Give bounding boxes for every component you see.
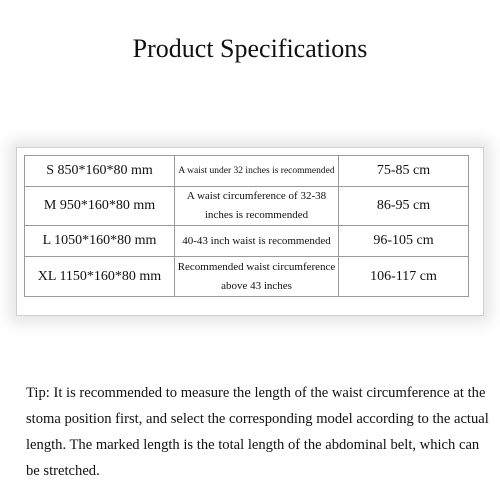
waist-range-cell: 75-85 cm: [339, 156, 469, 187]
spec-table-container: [16, 147, 484, 316]
table-row: [25, 156, 469, 187]
table-row: [25, 226, 469, 257]
waist-range-cell: 96-105 cm: [339, 226, 469, 257]
model-cell: S 850*160*80 mm: [25, 156, 175, 187]
waist-range-cell: 106-117 cm: [339, 257, 469, 297]
model-cell: L 1050*160*80 mm: [25, 226, 175, 257]
waist-range-cell: 86-95 cm: [339, 187, 469, 226]
page-title: Product Specifications: [132, 34, 368, 63]
spec-table: [24, 155, 469, 297]
model-cell: XL 1150*160*80 mm: [25, 257, 175, 297]
recommendation-cell: Recommended waist circumference above 43 inches: [175, 257, 339, 297]
model-cell: M 950*160*80 mm: [25, 187, 175, 226]
recommendation-cell: 40-43 inch waist is recommended: [175, 226, 339, 257]
tip-paragraph: Tip: It is recommended to measure the length of the waist circumference at the stoma position first, and select the corresponding model according to the actual length. The marked length is the total length of the abdominal belt, which can be stretched.: [26, 385, 489, 479]
table-row: [25, 257, 469, 297]
recommendation-cell: A waist circumference of 32-38 inches is recommended: [175, 187, 339, 226]
recommendation-cell: A waist under 32 inches is recommended: [175, 156, 339, 187]
table-row: [25, 187, 469, 226]
